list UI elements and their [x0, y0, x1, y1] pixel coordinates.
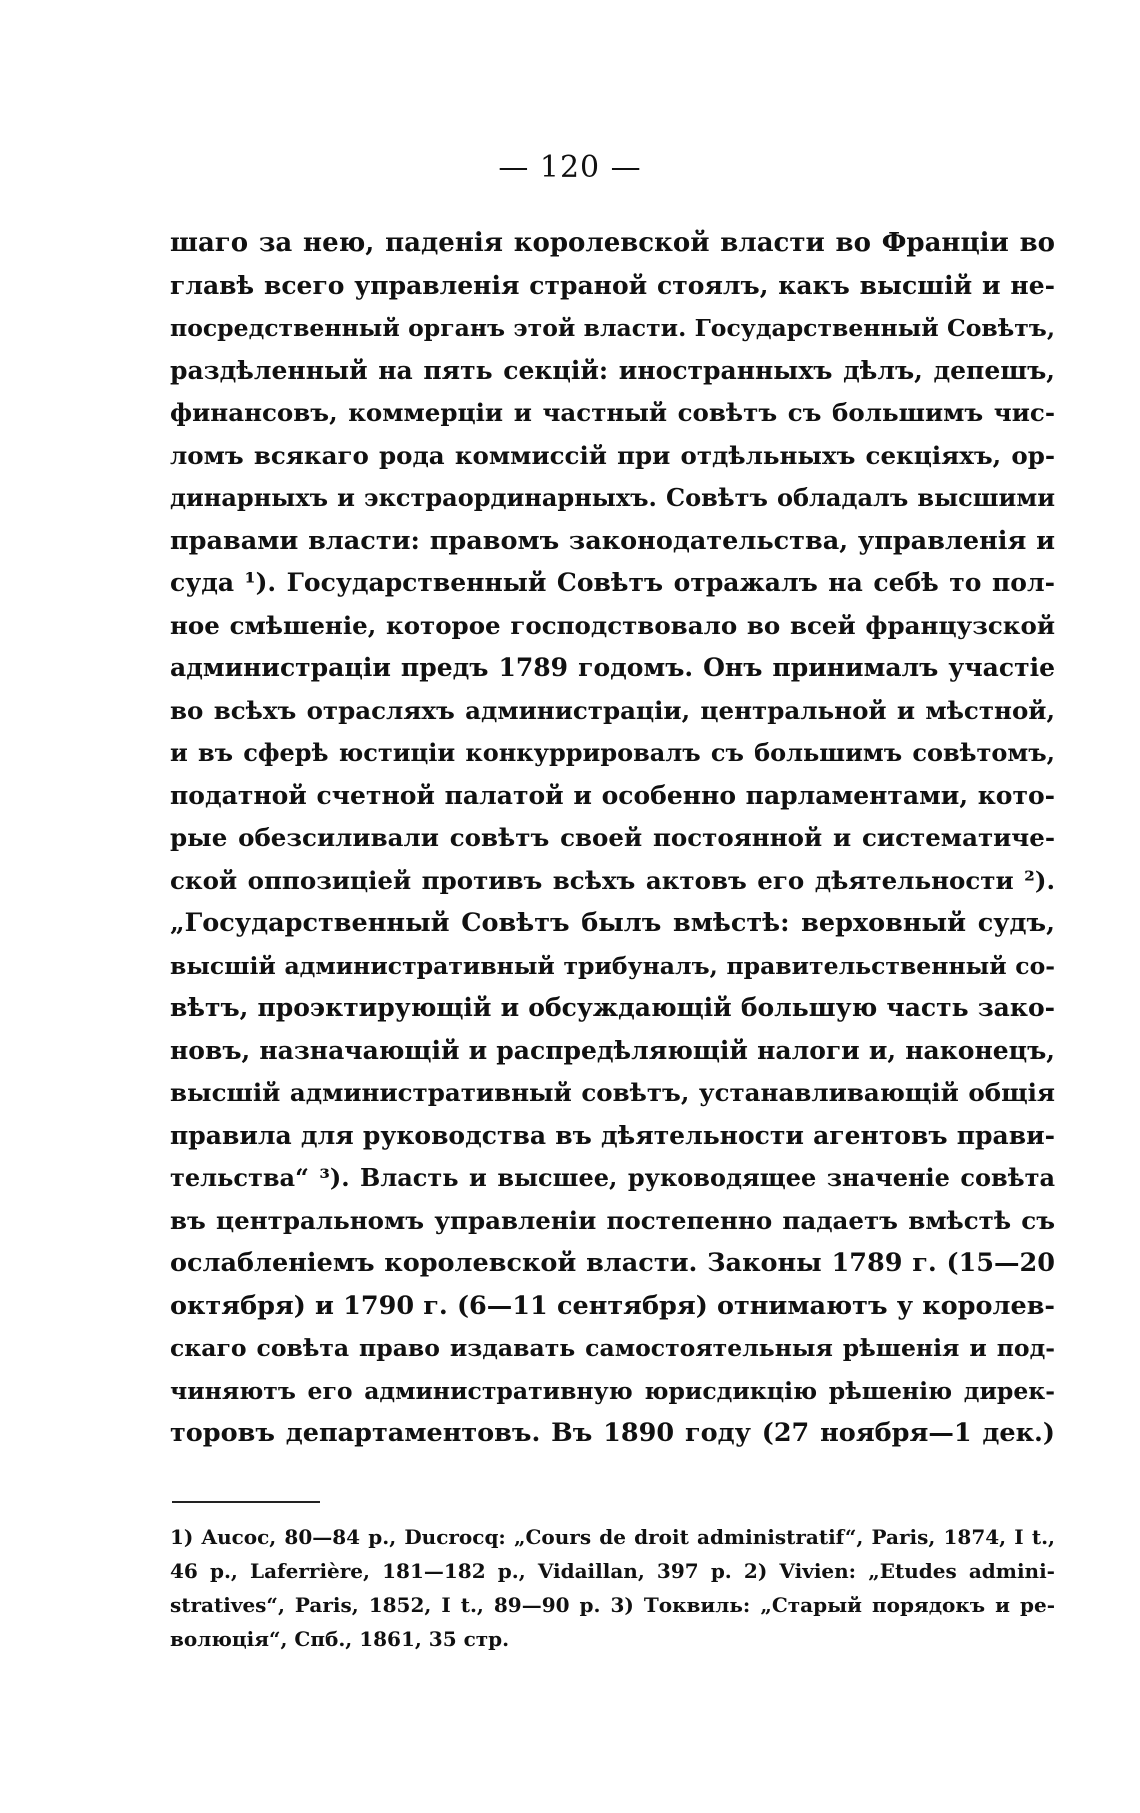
body-line: податной счетной палатой и особенно парламентами, кото- [170, 780, 1055, 810]
body-line: главѣ всего управленія страной стоялъ, какъ высшій и не- [170, 270, 1055, 300]
body-line: рые обезсиливали совѣтъ своей постоянной и систематиче- [170, 823, 1055, 852]
body-line: шаго за нею, паденія королевской власти во Франціи во [170, 228, 1055, 258]
body-line: ской оппозиціей противъ всѣхъ актовъ его дѣятельности ²). [170, 865, 1055, 895]
body-line: въ центральномъ управленіи постепенно падаетъ вмѣстѣ съ [170, 1205, 1055, 1235]
footnote-line: 1) Aucoc, 80—84 p., Ducrocq: „Cours de droit administratif“, Paris, 1874, I t., [170, 1525, 1055, 1549]
body-line: ломъ всякаго рода коммиссій при отдѣльныхъ секціяхъ, ор- [170, 440, 1055, 470]
body-line: „Государственный Совѣтъ былъ вмѣстѣ: верховный судъ, [170, 908, 1055, 938]
footnote-divider [172, 1501, 320, 1503]
body-line: во всѣхъ отрасляхъ администраціи, центральной и мѣстной, [170, 695, 1055, 725]
body-line: ослабленіемъ королевской власти. Законы 1789 г. (15—20 [170, 1248, 1055, 1278]
page-number: — 120 — [498, 150, 642, 185]
body-line: правила для руководства въ дѣятельности агентовъ прави- [170, 1120, 1055, 1150]
body-line: суда ¹). Государственный Совѣтъ отражалъ на себѣ то пол- [170, 568, 1055, 597]
body-line: высшій административный совѣтъ, устанавливающій общія [170, 1078, 1055, 1107]
body-line: октября) и 1790 г. (6—11 сентября) отнимаютъ у королев- [170, 1290, 1055, 1321]
body-line: торовъ департаментовъ. Въ 1890 году (27 ноября—1 дек.) [170, 1418, 1055, 1448]
body-line: и въ сферѣ юстиціи конкуррировалъ съ большимъ совѣтомъ, [170, 738, 1055, 767]
body-line: раздѣленный на пять секцій: иностранныхъ дѣлъ, депешъ, [170, 355, 1055, 385]
body-line: финансовъ, коммерціи и частный совѣтъ съ большимъ чис- [170, 398, 1055, 427]
body-line: высшій административный трибуналъ, правительственный со- [170, 951, 1055, 980]
body-line: динарныхъ и экстраординарныхъ. Совѣтъ обладалъ высшими [170, 483, 1055, 512]
body-line: правами власти: правомъ законодательства, управленія и [170, 525, 1055, 556]
footnote-line: волюція“, Спб., 1861, 35 стр. [170, 1627, 510, 1651]
footnotes [170, 1520, 1055, 1656]
body-line: посредственный органъ этой власти. Государственный Совѣтъ, [170, 314, 1055, 342]
body-line: администраціи предъ 1789 годомъ. Онъ принималъ участіе [170, 653, 1055, 682]
footnote-line: 46 p., Laferrière, 181—182 p., Vidaillan, 397 p. 2) Vivien: „Etudes admini- [170, 1559, 1055, 1583]
footnote-line: stratives“, Paris, 1852, I t., 89—90 p. 3) Токвиль: „Старый порядокъ и ре- [170, 1593, 1055, 1617]
body-line: тельства“ ³). Власть и высшее, руководящее значеніе совѣта [170, 1163, 1055, 1192]
body-line: чиняютъ его административную юрисдикцію рѣшенію дирек- [170, 1376, 1055, 1405]
body-line: ное смѣшеніе, которое господствовало во всей французской [170, 610, 1055, 640]
body-text [170, 222, 1055, 1455]
body-line: вѣтъ, проэктирующій и обсуждающій большую часть зако- [170, 993, 1055, 1022]
body-line: новъ, назначающій и распредѣляющій налоги и, наконецъ, [170, 1035, 1055, 1065]
body-line: скаго совѣта право издавать самостоятельныя рѣшенія и под- [170, 1334, 1055, 1362]
